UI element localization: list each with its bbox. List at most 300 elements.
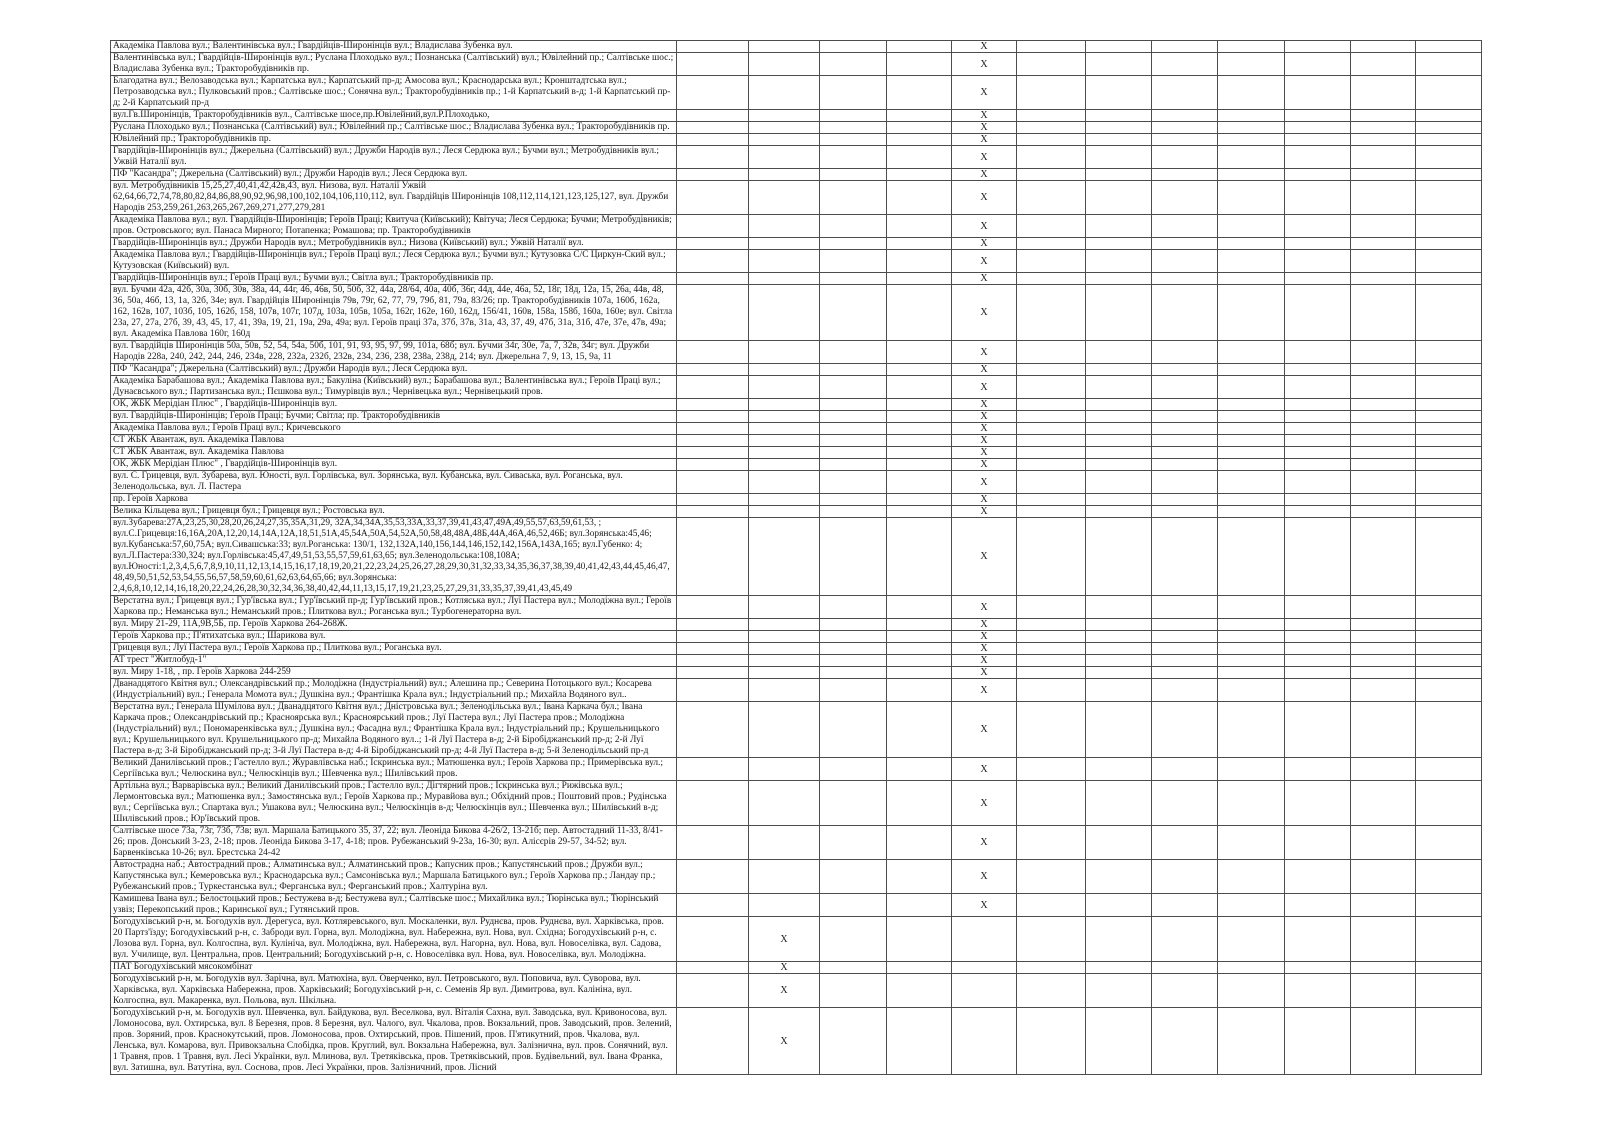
empty-mark-cell	[749, 341, 820, 364]
empty-mark-cell	[1152, 364, 1218, 376]
empty-mark-cell	[820, 169, 887, 181]
empty-mark-cell	[749, 506, 820, 518]
empty-mark-cell	[1416, 53, 1482, 76]
empty-mark-cell	[1086, 146, 1152, 169]
empty-mark-cell	[1416, 146, 1482, 169]
x-mark-cell	[952, 631, 1017, 643]
empty-mark-cell	[677, 447, 749, 459]
empty-mark-cell	[1218, 110, 1285, 122]
table-row	[111, 411, 1482, 423]
empty-mark-cell	[1285, 238, 1351, 250]
x-mark-cell	[749, 974, 820, 1008]
empty-mark-cell	[1086, 169, 1152, 181]
empty-mark-cell	[1218, 667, 1285, 679]
x-mark-cell	[952, 860, 1017, 894]
x-mark: X	[980, 307, 988, 318]
empty-mark-cell	[677, 376, 749, 399]
empty-mark-cell	[887, 447, 952, 459]
empty-mark-cell	[749, 181, 820, 215]
empty-mark-cell	[820, 758, 887, 781]
empty-mark-cell	[887, 122, 952, 134]
empty-mark-cell	[1152, 860, 1218, 894]
empty-mark-cell	[952, 962, 1017, 974]
empty-mark-cell	[1152, 411, 1218, 423]
street-list-cell: Академіка Павлова вул.; вул. Гвардійців-Широнінців; Героїв Праці; Квитуча (Київський); Квітуча; Леся Сердюка; Бучми; Метробудівників; пров. Островського; вул. Панаса Мирного; Потапенка; Ромашова; пр. Тракторобудівників	[111, 215, 677, 238]
x-mark-cell	[952, 53, 1017, 76]
empty-mark-cell	[749, 494, 820, 506]
empty-mark-cell	[1152, 41, 1218, 53]
empty-mark-cell	[1218, 459, 1285, 471]
empty-mark-cell	[1351, 962, 1416, 974]
empty-mark-cell	[887, 471, 952, 494]
empty-mark-cell	[749, 781, 820, 826]
empty-mark-cell	[1152, 110, 1218, 122]
table-row	[111, 122, 1482, 134]
empty-mark-cell	[820, 146, 887, 169]
table-row	[111, 518, 1482, 596]
empty-mark-cell	[1351, 1008, 1416, 1075]
empty-mark-cell	[1086, 134, 1152, 146]
empty-mark-cell	[677, 758, 749, 781]
empty-mark-cell	[887, 435, 952, 447]
empty-mark-cell	[820, 435, 887, 447]
empty-mark-cell	[1416, 826, 1482, 860]
empty-mark-cell	[820, 423, 887, 435]
empty-mark-cell	[749, 655, 820, 667]
empty-mark-cell	[820, 110, 887, 122]
empty-mark-cell	[1351, 494, 1416, 506]
empty-mark-cell	[1086, 273, 1152, 285]
x-mark: X	[980, 435, 988, 446]
empty-mark-cell	[1152, 76, 1218, 110]
empty-mark-cell	[1351, 215, 1416, 238]
street-list-cell: СТ ЖБК Авантаж, вул. Академіка Павлова	[111, 435, 677, 447]
x-mark: X	[980, 169, 988, 180]
empty-mark-cell	[887, 860, 952, 894]
empty-mark-cell	[1017, 826, 1086, 860]
empty-mark-cell	[1285, 679, 1351, 702]
empty-mark-cell	[677, 215, 749, 238]
empty-mark-cell	[1285, 146, 1351, 169]
empty-mark-cell	[1416, 860, 1482, 894]
empty-mark-cell	[1285, 826, 1351, 860]
empty-mark-cell	[820, 411, 887, 423]
empty-mark-cell	[1285, 974, 1351, 1008]
x-mark-cell	[952, 518, 1017, 596]
street-list-cell: Дванадцятого Квітня вул.; Олександрівський пр.; Молодіжна (Індустріальний) вул.; Алешина пр.; Северина Потоцького вул.; Косарева (Индустріальний) вул.; Генерала Момота вул.; Душкіна вул.; Франтішка Крала вул.; Індустріальний пр.; Михайла Водяного вул..	[111, 679, 677, 702]
x-mark-cell	[952, 758, 1017, 781]
empty-mark-cell	[1351, 471, 1416, 494]
table-row	[111, 423, 1482, 435]
empty-mark-cell	[1086, 596, 1152, 619]
empty-mark-cell	[887, 169, 952, 181]
empty-mark-cell	[1218, 518, 1285, 596]
empty-mark-cell	[1218, 399, 1285, 411]
street-list-cell: ОК, ЖБК Мерідіан Плюс" , Гвардійців-Широнінців вул.	[111, 399, 677, 411]
empty-mark-cell	[887, 53, 952, 76]
empty-mark-cell	[1086, 974, 1152, 1008]
empty-mark-cell	[677, 411, 749, 423]
empty-mark-cell	[677, 250, 749, 273]
x-mark-cell	[952, 826, 1017, 860]
empty-mark-cell	[1017, 667, 1086, 679]
empty-mark-cell	[1351, 667, 1416, 679]
empty-mark-cell	[820, 459, 887, 471]
empty-mark-cell	[820, 285, 887, 341]
empty-mark-cell	[1086, 53, 1152, 76]
empty-mark-cell	[1086, 506, 1152, 518]
x-mark-cell	[952, 273, 1017, 285]
empty-mark-cell	[749, 518, 820, 596]
empty-mark-cell	[677, 341, 749, 364]
empty-mark-cell	[1416, 655, 1482, 667]
empty-mark-cell	[1416, 506, 1482, 518]
x-mark: X	[980, 643, 988, 654]
table-body	[111, 41, 1482, 1075]
empty-mark-cell	[1218, 181, 1285, 215]
empty-mark-cell	[1351, 76, 1416, 110]
empty-mark-cell	[1416, 917, 1482, 962]
street-list-cell: ПФ "Касандра"; Джерельна (Салтівський) вул.; Дружби Народів вул.; Леся Сердюка вул.	[111, 364, 677, 376]
table-row	[111, 181, 1482, 215]
empty-mark-cell	[1017, 962, 1086, 974]
empty-mark-cell	[1017, 238, 1086, 250]
empty-mark-cell	[1086, 860, 1152, 894]
table-row	[111, 41, 1482, 53]
table-row	[111, 702, 1482, 758]
empty-mark-cell	[1086, 215, 1152, 238]
street-list-cell: Ювілейний пр.; Тракторобудівників пр.	[111, 134, 677, 146]
x-mark: X	[980, 381, 988, 393]
empty-mark-cell	[677, 679, 749, 702]
empty-mark-cell	[1152, 974, 1218, 1008]
empty-mark-cell	[1351, 435, 1416, 447]
empty-mark-cell	[1017, 53, 1086, 76]
x-mark: X	[980, 724, 988, 735]
empty-mark-cell	[1218, 435, 1285, 447]
empty-mark-cell	[1218, 631, 1285, 643]
empty-mark-cell	[749, 169, 820, 181]
x-mark-cell	[952, 459, 1017, 471]
empty-mark-cell	[1351, 758, 1416, 781]
empty-mark-cell	[1086, 917, 1152, 962]
empty-mark-cell	[887, 146, 952, 169]
empty-mark-cell	[677, 110, 749, 122]
empty-mark-cell	[677, 974, 749, 1008]
empty-mark-cell	[1017, 110, 1086, 122]
empty-mark-cell	[1285, 471, 1351, 494]
empty-mark-cell	[749, 894, 820, 917]
empty-mark-cell	[1285, 619, 1351, 631]
empty-mark-cell	[1218, 134, 1285, 146]
x-mark: X	[980, 494, 988, 505]
x-mark: X	[980, 459, 988, 470]
empty-mark-cell	[1285, 341, 1351, 364]
empty-mark-cell	[1351, 53, 1416, 76]
empty-mark-cell	[1416, 134, 1482, 146]
x-mark-cell	[952, 364, 1017, 376]
table-row	[111, 506, 1482, 518]
empty-mark-cell	[1416, 1008, 1482, 1075]
table-row	[111, 596, 1482, 619]
street-list-cell: вул. Миру 1-18, , пр. Героїв Харкова 244-259	[111, 667, 677, 679]
x-mark: X	[780, 933, 788, 945]
empty-mark-cell	[1416, 110, 1482, 122]
empty-mark-cell	[1152, 459, 1218, 471]
street-list-cell: Камишева Івана вул.; Белостоцький пров.; Бестужева в-д; Бестужева вул.; Салтівське шос.; Михайлика вул.; Тюрінська вул.; Тюрінський узвіз; Перекопський пров.; Каринської вул.; Гутянський пров.	[111, 894, 677, 917]
street-list-cell: Верстатна вул.; Грицевця вул.; Гур'ївська вул.; Гур'ївський пр-д; Гур'ївський пров.; Котляська вул.; Луї Пастера вул.; Молодіжна вул.; Героїв Харкова пр.; Неманська вул.; Неманський пров.; Плиткова вул.; Роганська вул.; Турбогенераторна вул.	[111, 596, 677, 619]
empty-mark-cell	[1086, 122, 1152, 134]
x-mark: X	[780, 962, 788, 973]
empty-mark-cell	[887, 619, 952, 631]
empty-mark-cell	[887, 826, 952, 860]
x-mark-cell	[952, 238, 1017, 250]
empty-mark-cell	[1416, 974, 1482, 1008]
empty-mark-cell	[677, 506, 749, 518]
empty-mark-cell	[1218, 494, 1285, 506]
empty-mark-cell	[749, 643, 820, 655]
x-mark-cell	[952, 435, 1017, 447]
x-mark: X	[980, 122, 988, 133]
empty-mark-cell	[1086, 110, 1152, 122]
table-row	[111, 619, 1482, 631]
empty-mark-cell	[1218, 596, 1285, 619]
empty-mark-cell	[820, 76, 887, 110]
empty-mark-cell	[749, 110, 820, 122]
empty-mark-cell	[820, 447, 887, 459]
empty-mark-cell	[887, 631, 952, 643]
empty-mark-cell	[1152, 631, 1218, 643]
empty-mark-cell	[1152, 285, 1218, 341]
empty-mark-cell	[1351, 619, 1416, 631]
table-row	[111, 447, 1482, 459]
empty-mark-cell	[1218, 781, 1285, 826]
x-mark-cell	[952, 423, 1017, 435]
street-list-cell: АТ трест "Житлобуд-1"	[111, 655, 677, 667]
x-mark: X	[980, 399, 988, 410]
empty-mark-cell	[749, 435, 820, 447]
empty-mark-cell	[1017, 781, 1086, 826]
empty-mark-cell	[1017, 447, 1086, 459]
empty-mark-cell	[1416, 273, 1482, 285]
table-row	[111, 679, 1482, 702]
empty-mark-cell	[1416, 399, 1482, 411]
empty-mark-cell	[1152, 667, 1218, 679]
empty-mark-cell	[820, 619, 887, 631]
empty-mark-cell	[677, 860, 749, 894]
empty-mark-cell	[1152, 679, 1218, 702]
table-row	[111, 631, 1482, 643]
empty-mark-cell	[1416, 619, 1482, 631]
empty-mark-cell	[677, 471, 749, 494]
empty-mark-cell	[1152, 781, 1218, 826]
empty-mark-cell	[1086, 76, 1152, 110]
empty-mark-cell	[1218, 506, 1285, 518]
empty-mark-cell	[1351, 781, 1416, 826]
empty-mark-cell	[1416, 250, 1482, 273]
empty-mark-cell	[1285, 250, 1351, 273]
empty-mark-cell	[1285, 76, 1351, 110]
empty-mark-cell	[887, 134, 952, 146]
street-list-cell: вул. Метробудівників 15,25,27,40,41,42,42в,43, вул. Низова, вул. Наталії Ужвій 62,64,66,72,74,78,80,82,84,86,88,90,92,96,98,100,102,104,106,110,112, вул. Гвардійців Широнінців 108,112,114,121,123,125,127, вул. Дружби Народів 253,259,261,263,265,267,269,271,277,279,281	[111, 181, 677, 215]
empty-mark-cell	[1218, 974, 1285, 1008]
empty-mark-cell	[1017, 471, 1086, 494]
street-list-cell: вул.Зубарева:27А,23,25,30,28,20,26,24,27,35,35А,31,29, 32А,34,34А,35,53,33А,33,37,39,41,43,47,49А,49,55,57,63,59,61,53, ; вул.С.Грицевця:16,16А,20А,12,20,14,14А,12А,18,51,51А,45,54А,50А,54,52А,50,58,48,48А,48Б,44А,46А,46,52,46Б; вул.Зорянська:45,46; вул.Кубанська:57,60,75А; вул.Сивашська:33; вул.Роганська: 130/1, 132,132А,140,156,144,146,152,142,156А,143А,165; вул.Губенко: 4; вул.Л.Пастера:330,324; вул.Горлівська:45,47,49,51,53,55,57,59,61,63,65; вул.Зеленодольська:108,108А; вул.Юності:1,2,3,4,5,6,7,8,9,10,11,12,13,14,15,16,17,18,19,20,21,22,23,24,25,26,27,28,29,30,31,32,33,34,35,36,37,38,39,40,41,42,43,44,45,46,47,48,49,50,51,52,53,54,55,56,57,58,59,60,61,62,63,64,65,66; вул.Зорянська: 2,4,6,8,10,12,14,16,18,20,22,24,26,28,30,32,34,36,38,40,42,44,11,13,15,17,19,21,23,25,27,29,31,33,35,37,39,41,43,45,49	[111, 518, 677, 596]
x-mark-cell	[952, 411, 1017, 423]
empty-mark-cell	[820, 471, 887, 494]
empty-mark-cell	[749, 215, 820, 238]
empty-mark-cell	[677, 399, 749, 411]
empty-mark-cell	[887, 758, 952, 781]
street-list-cell: Гвардійців-Широнінців вул.; Героїв Праці вул.; Бучми вул.; Світла вул.; Тракторобудівників пр.	[111, 273, 677, 285]
empty-mark-cell	[1351, 169, 1416, 181]
empty-mark-cell	[1152, 169, 1218, 181]
empty-mark-cell	[820, 917, 887, 962]
x-mark: X	[980, 899, 988, 911]
x-mark-cell	[952, 702, 1017, 758]
empty-mark-cell	[820, 596, 887, 619]
empty-mark-cell	[1285, 917, 1351, 962]
empty-mark-cell	[749, 285, 820, 341]
empty-mark-cell	[1017, 146, 1086, 169]
empty-mark-cell	[1351, 894, 1416, 917]
empty-mark-cell	[749, 364, 820, 376]
empty-mark-cell	[1152, 506, 1218, 518]
empty-mark-cell	[887, 894, 952, 917]
x-mark: X	[980, 763, 988, 775]
empty-mark-cell	[749, 122, 820, 134]
empty-mark-cell	[1218, 411, 1285, 423]
x-mark: X	[980, 41, 988, 52]
street-list-cell: вул. Гвардійців Широнінців 50а, 50в, 52, 54, 54а, 50б, 101, 91, 93, 95, 97, 99, 101а, 68б; вул. Бучми 34г, 30е, 7а, 7, 32в, 34г; вул. Дружби Народів 228а, 240, 242, 244, 246, 234в, 228, 232а, 232б, 232в, 234, 236, 238, 238а, 238д, 214; вул. Джерельна 7, 9, 13, 15, 9а, 11	[111, 341, 677, 364]
empty-mark-cell	[1351, 702, 1416, 758]
empty-mark-cell	[749, 471, 820, 494]
street-list-cell: ПФ "Касандра"; Джерельна (Салтівський) вул.; Дружби Народів вул.; Леся Сердюка вул.	[111, 169, 677, 181]
empty-mark-cell	[1416, 702, 1482, 758]
table-row	[111, 494, 1482, 506]
x-mark-cell	[952, 146, 1017, 169]
empty-mark-cell	[1017, 631, 1086, 643]
empty-mark-cell	[887, 974, 952, 1008]
empty-mark-cell	[1086, 518, 1152, 596]
street-list-cell: ОК, ЖБК Мерідіан Плюс" , Гвардійців-Широнінців вул.	[111, 459, 677, 471]
empty-mark-cell	[1285, 781, 1351, 826]
empty-mark-cell	[952, 1008, 1017, 1075]
empty-mark-cell	[1218, 1008, 1285, 1075]
empty-mark-cell	[1416, 41, 1482, 53]
empty-mark-cell	[1152, 494, 1218, 506]
x-mark: X	[980, 346, 988, 358]
empty-mark-cell	[887, 518, 952, 596]
x-mark-cell	[952, 122, 1017, 134]
empty-mark-cell	[1086, 758, 1152, 781]
empty-mark-cell	[1285, 631, 1351, 643]
x-mark: X	[980, 551, 988, 562]
empty-mark-cell	[1218, 122, 1285, 134]
empty-mark-cell	[820, 655, 887, 667]
empty-mark-cell	[1086, 619, 1152, 631]
empty-mark-cell	[1086, 471, 1152, 494]
x-mark-cell	[952, 894, 1017, 917]
empty-mark-cell	[1017, 974, 1086, 1008]
street-list-cell: Гвардійців-Широнінців вул.; Дружби Народів вул.; Метробудівників вул.; Низова (Київський) вул.; Ужвій Наталії вул.	[111, 238, 677, 250]
x-mark-cell	[952, 506, 1017, 518]
street-list-cell: Автострадна наб.; Автострадний пров.; Алматинська вул.; Алматинський пров.; Капусник пров.; Капустянський пров.; Дружби вул.; Капустянська вул.; Кемеровська вул.; Краснодарська вул.; Самсонівська вул.; Маршала Батицького вул.; Героїв Харкова пр.; Ландау пр.; Рубежанський пров.; Туркестанська вул.; Ферганська вул.; Ферганський пров.; Халтуріна вул.	[111, 860, 677, 894]
table-row	[111, 667, 1482, 679]
x-mark: X	[980, 110, 988, 121]
empty-mark-cell	[887, 181, 952, 215]
x-mark: X	[980, 364, 988, 375]
empty-mark-cell	[1152, 518, 1218, 596]
empty-mark-cell	[749, 826, 820, 860]
empty-mark-cell	[1152, 596, 1218, 619]
empty-mark-cell	[820, 702, 887, 758]
x-mark: X	[980, 220, 988, 232]
empty-mark-cell	[1218, 376, 1285, 399]
empty-mark-cell	[1017, 860, 1086, 894]
empty-mark-cell	[677, 459, 749, 471]
empty-mark-cell	[1086, 631, 1152, 643]
street-list-cell: Академіка Павлова вул.; Валентинівська вул.; Гвардійців-Широнінців вул.; Владислава Зубенка вул.	[111, 41, 677, 53]
empty-mark-cell	[887, 459, 952, 471]
empty-mark-cell	[1285, 181, 1351, 215]
empty-mark-cell	[749, 596, 820, 619]
street-list-cell: Благодатна вул.; Велозаводська вул.; Карпатська вул.; Карпатський пр-д; Амосова вул.; Краснодарська вул.; Кронштадтська вул.; Петрозаводська вул.; Пулковський пров.; Салтівське шос.; Сонячна вул.; Тракторобудівників пр.; 1-й Карпатський в-д; 1-й Карпатський пр-д; 2-й Карпатський пр-д	[111, 76, 677, 110]
table-row	[111, 860, 1482, 894]
empty-mark-cell	[677, 146, 749, 169]
street-list-cell: Велика Кільцева вул.; Грицевця бул.; Грицевця вул.; Ростовська вул.	[111, 506, 677, 518]
empty-mark-cell	[1351, 974, 1416, 1008]
empty-mark-cell	[749, 134, 820, 146]
empty-mark-cell	[1152, 435, 1218, 447]
table-row	[111, 169, 1482, 181]
street-list-cell: Валентинівська вул.; Гвардійців-Широнінців вул.; Руслана Плоходько вул.; Познанська (Салтівський) вул.; Ювілейний пр.; Салтівське шос.; Владислава Зубенка вул.; Тракторобудівників пр.	[111, 53, 677, 76]
empty-mark-cell	[1086, 181, 1152, 215]
empty-mark-cell	[1351, 411, 1416, 423]
table-row	[111, 435, 1482, 447]
empty-mark-cell	[1285, 643, 1351, 655]
empty-mark-cell	[677, 619, 749, 631]
empty-mark-cell	[1416, 643, 1482, 655]
empty-mark-cell	[1017, 619, 1086, 631]
empty-mark-cell	[677, 917, 749, 962]
street-list-cell: Академіка Павлова вул.; Гвардійців-Широнінців вул.; Героїв Праці вул.; Леся Сердюка вул.; Бучми вул.; Кутузовка С/С Циркун-Ский вул.; Кутузовская (Київський) вул.	[111, 250, 677, 273]
x-mark: X	[980, 411, 988, 422]
x-mark: X	[980, 506, 988, 517]
table-row	[111, 655, 1482, 667]
empty-mark-cell	[887, 110, 952, 122]
empty-mark-cell	[749, 376, 820, 399]
empty-mark-cell	[1086, 643, 1152, 655]
empty-mark-cell	[1285, 364, 1351, 376]
empty-mark-cell	[1285, 53, 1351, 76]
x-mark: X	[980, 58, 988, 70]
empty-mark-cell	[677, 631, 749, 643]
empty-mark-cell	[887, 506, 952, 518]
empty-mark-cell	[1351, 238, 1416, 250]
empty-mark-cell	[887, 399, 952, 411]
empty-mark-cell	[1285, 596, 1351, 619]
empty-mark-cell	[1152, 702, 1218, 758]
table-row	[111, 110, 1482, 122]
empty-mark-cell	[1285, 447, 1351, 459]
empty-mark-cell	[887, 702, 952, 758]
x-mark-cell	[952, 134, 1017, 146]
empty-mark-cell	[1416, 894, 1482, 917]
x-mark: X	[780, 1035, 788, 1047]
empty-mark-cell	[1218, 41, 1285, 53]
empty-mark-cell	[1017, 518, 1086, 596]
